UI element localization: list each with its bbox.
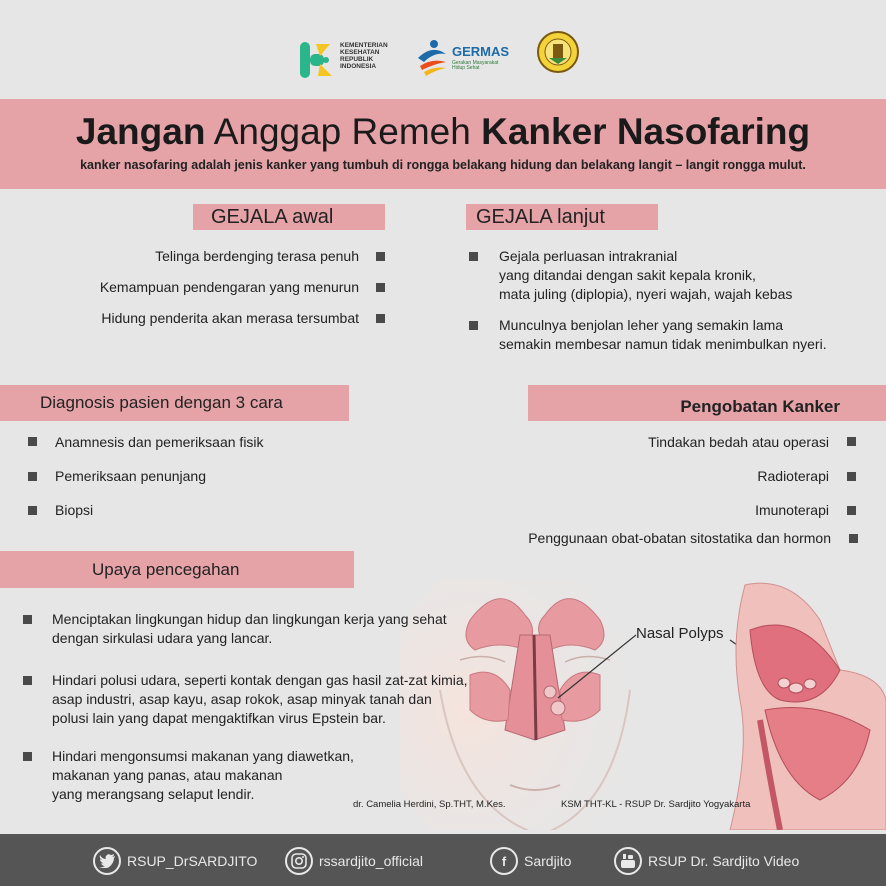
title-band — [0, 99, 886, 189]
pengobatan-header: Pengobatan Kanker — [528, 385, 886, 421]
gejala-awal-item: Telinga berdenging terasa penuh — [155, 248, 359, 264]
twitter-link[interactable] — [93, 846, 257, 876]
logo-row — [0, 28, 886, 78]
pengobatan-item: Imunoterapi — [755, 502, 829, 518]
youtube-icon — [614, 847, 642, 875]
seal-icon — [536, 30, 580, 74]
bullet-square — [23, 676, 32, 685]
kemenkes-text: KEMENTERIAN KESEHATAN REPUBLIK INDONESIA — [340, 42, 388, 70]
germas-icon — [414, 36, 450, 76]
gejala-lanjut-header: GEJALA lanjut — [466, 204, 658, 230]
facebook-handle: Sardjito — [524, 853, 572, 869]
gejala-awal-item: Hidung penderita akan merasa tersumbat — [101, 310, 359, 326]
diagnosis-item: Anamnesis dan pemeriksaan fisik — [55, 434, 264, 450]
bullet-square — [847, 472, 856, 481]
instagram-handle: rssardjito_official — [319, 853, 424, 869]
title-light: Anggap Remeh — [213, 111, 471, 152]
instagram-icon — [285, 847, 313, 875]
pencegahan-item: Hindari mengonsumsi makanan yang diawetkan, makanan yang panas, atau makanan yang merangsang selaput lendir. — [52, 748, 354, 802]
youtube-link[interactable] — [614, 846, 799, 876]
diagnosis-item: Pemeriksaan penunjang — [55, 468, 206, 484]
kemenkes-icon — [296, 40, 336, 80]
bullet-square — [376, 252, 385, 261]
bullet-square — [23, 752, 32, 761]
germas-text: GERMAS — [452, 44, 510, 59]
pencegahan-header: Upaya pencegahan — [0, 551, 354, 588]
gejala-awal-header: GEJALA awal — [193, 204, 385, 230]
pengobatan-item: Penggunaan obat-obatan sitostatika dan hormon — [528, 530, 831, 546]
gejala-awal-item: Kemampuan pendengaran yang menurun — [99, 279, 359, 295]
title-bold-1: Jangan — [75, 111, 206, 152]
bullet-square — [849, 534, 858, 543]
diagnosis-header: Diagnosis pasien dengan 3 cara — [0, 385, 349, 421]
diagnosis-item: Biopsi — [55, 502, 94, 518]
bullet-square — [376, 283, 385, 292]
bullet-square — [376, 314, 385, 323]
germas-subtext: Gerakan Masyarakat Hidup Sehat — [452, 60, 499, 71]
sardjito-seal — [536, 30, 580, 74]
germas-logo — [414, 34, 514, 78]
bullet-square — [23, 615, 32, 624]
credit-author: dr. Camelia Herdini, Sp.THT, M.Kes. — [353, 799, 506, 810]
youtube-handle: RSUP Dr. Sardjito Video — [648, 853, 800, 869]
bullet-square — [847, 437, 856, 446]
twitter-handle: RSUP_DrSARDJITO — [127, 853, 258, 869]
nasal-polyps-label: Nasal Polyps — [636, 625, 724, 642]
gejala-lanjut-item: Gejala perluasan intrakranial yang ditandai dengan sakit kepala kronik, mata juling (diplopia), nyeri wajah, wajah kebas — [499, 248, 793, 302]
instagram-link[interactable] — [285, 846, 423, 876]
page-title — [0, 111, 886, 153]
pencegahan-item: Hindari polusi udara, seperti kontak dengan gas hasil zat-zat kimia, asap industri, asap kayu, asap rokok, asap minyak tanah dan polusi lain yang dapat mengaktifkan virus Epstein bar. — [52, 672, 468, 726]
pengobatan-item: Radioterapi — [757, 468, 829, 484]
twitter-icon — [93, 847, 121, 875]
facebook-link[interactable] — [490, 846, 571, 876]
gejala-lanjut-item: Munculnya benjolan leher yang semakin lama semakin membesar namun tidak menimbulkan nyeri. — [499, 317, 827, 352]
title-bold-2: Kanker Nasofaring — [481, 111, 811, 152]
bullet-square — [28, 506, 37, 515]
pencegahan-item: Menciptakan lingkungan hidup dan lingkungan kerja yang sehat dengan sirkulasi udara yang lancar. — [52, 611, 447, 646]
facebook-icon: f — [490, 847, 518, 875]
bullet-square — [469, 252, 478, 261]
page-subtitle: kanker nasofaring adalah jenis kanker yang tumbuh di rongga belakang hidung dan belakang langit – langit rongga mulut. — [80, 158, 806, 172]
kemenkes-logo — [296, 36, 416, 80]
bullet-square — [28, 437, 37, 446]
footer-bar — [0, 834, 886, 886]
credit-institution: KSM THT-KL - RSUP Dr. Sardjito Yogyakarta — [561, 799, 751, 810]
pengobatan-item: Tindakan bedah atau operasi — [648, 434, 829, 450]
bullet-square — [469, 321, 478, 330]
nasal-polyps-illustration — [400, 580, 886, 830]
bullet-square — [28, 472, 37, 481]
bullet-square — [847, 506, 856, 515]
